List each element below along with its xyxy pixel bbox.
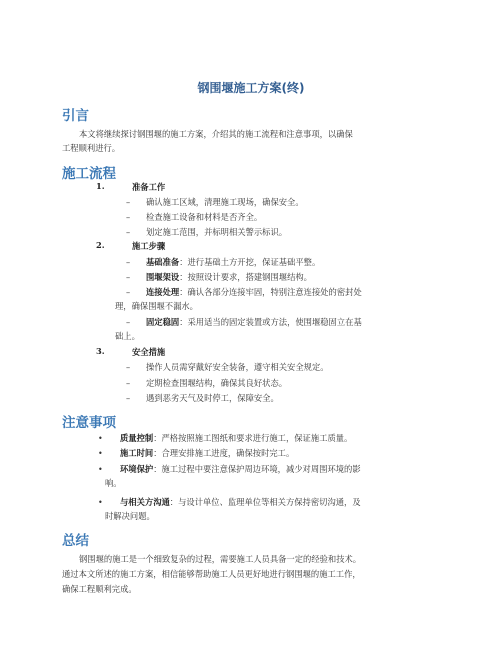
- summary-line-1: 钢围堰的施工是一个细致复杂的过程，需要施工人员具备一定的经验和技术。: [79, 554, 362, 564]
- intro-line-2: 工程顺利进行。: [62, 143, 121, 153]
- step-2-item-continuation: 础上。: [115, 331, 140, 341]
- summary-line-3: 确保工程顺利完成。: [62, 584, 137, 594]
- step-2-item-continuation: 理，确保围堰不漏水。: [115, 301, 198, 311]
- intro-line-1: 本文将继续探讨钢围堰的施工方案，介绍其的施工流程和注意事项，以确保: [79, 129, 353, 139]
- step-2-item-text: ：进行基础土方开挖，保证基础平整。: [179, 257, 321, 267]
- step-1-title: 准备工作: [132, 182, 166, 192]
- step-3-number: 3.: [96, 346, 105, 356]
- step-1-item: – 确认施工区域，清理施工现场，确保安全。: [126, 197, 304, 207]
- intro-heading: 引言: [62, 108, 89, 124]
- step-2-title: 施工步骤: [132, 241, 166, 251]
- note-item-label: 环境保护: [120, 464, 154, 474]
- note-item-text: ：严格按照施工图纸和要求进行施工，保证施工质量。: [153, 433, 353, 443]
- step-2-item-text: ：确认各部分连接牢固，特别注意连接处的密封处: [179, 287, 362, 297]
- step-2-item-label: 固定稳固: [146, 317, 180, 327]
- notes-heading: 注意事项: [62, 415, 116, 431]
- step-1-item: – 划定施工范围，并标明相关警示标识。: [126, 227, 288, 237]
- step-1-item-text: 检查施工设备和材料是否齐全。: [146, 212, 263, 222]
- step-2-number: 2.: [96, 240, 105, 250]
- step-3-item: – 遇到恶劣天气及时停工，保障安全。: [126, 393, 279, 403]
- step-2-item: – 基础准备：进行基础土方开挖，保证基础平整。: [126, 257, 321, 267]
- step-1-item-text: 划定施工范围，并标明相关警示标识。: [146, 227, 288, 237]
- note-item-continuation: 时解决问题。: [105, 511, 155, 521]
- step-1-item-text: 确认施工区域，清理施工现场，确保安全。: [146, 197, 304, 207]
- note-item: • 施工时间：合理安排施工进度，确保按时完工。: [98, 448, 295, 458]
- step-2-item: – 围堰架设：按照设计要求，搭建钢围堰结构。: [126, 272, 312, 282]
- note-item-label: 施工时间: [120, 448, 154, 458]
- note-item-text: ：合理安排施工进度，确保按时完工。: [153, 448, 295, 458]
- step-2-item-text: ：按照设计要求，搭建钢围堰结构。: [179, 272, 312, 282]
- process-heading: 施工流程: [62, 166, 116, 182]
- step-1-number: 1.: [96, 181, 105, 191]
- note-item-label: 与相关方沟通: [120, 497, 170, 507]
- step-2-item-text: ：采用适当的固定装置或方法，使围堰稳固立在基: [179, 317, 362, 327]
- step-3-item: – 定期检查围堰结构，确保其良好状态。: [126, 378, 288, 388]
- step-1-item: – 检查施工设备和材料是否齐全。: [126, 212, 263, 222]
- document-title: 钢围堰施工方案(终): [197, 81, 305, 95]
- step-3-title: 安全措施: [132, 347, 166, 357]
- note-item: • 与相关方沟通：与设计单位、监理单位等相关方保持密切沟通，及: [98, 497, 361, 507]
- note-item-continuation: 响。: [105, 478, 122, 488]
- step-3-item-text: 遇到恶劣天气及时停工，保障安全。: [146, 393, 279, 403]
- step-2-item-label: 基础准备: [146, 257, 180, 267]
- step-2-item: – 固定稳固：采用适当的固定装置或方法，使围堰稳固立在基: [126, 317, 362, 327]
- step-3-item-text: 定期检查围堰结构，确保其良好状态。: [146, 378, 288, 388]
- summary-heading: 总结: [62, 533, 89, 549]
- note-item: • 质量控制：严格按照施工图纸和要求进行施工，保证施工质量。: [98, 433, 353, 443]
- step-3-item: – 操作人员需穿戴好安全装备，遵守相关安全规定。: [126, 362, 329, 372]
- note-item-text: ：施工过程中要注意保护周边环境，减少对周围环境的影: [153, 464, 361, 474]
- step-2-item: – 连接处理：确认各部分连接牢固，特别注意连接处的密封处: [126, 287, 362, 297]
- step-2-item-label: 连接处理: [146, 287, 180, 297]
- step-2-item-label: 围堰架设: [146, 272, 180, 282]
- summary-line-2: 通过本文所述的施工方案，相信能够帮助施工人员更好地进行钢围堰的施工工作，: [62, 569, 361, 579]
- step-3-item-text: 操作人员需穿戴好安全装备，遵守相关安全规定。: [146, 362, 329, 372]
- note-item-label: 质量控制: [120, 433, 154, 443]
- note-item-text: ：与设计单位、监理单位等相关方保持密切沟通，及: [169, 497, 361, 507]
- note-item: • 环境保护：施工过程中要注意保护周边环境，减少对周围环境的影: [98, 464, 361, 474]
